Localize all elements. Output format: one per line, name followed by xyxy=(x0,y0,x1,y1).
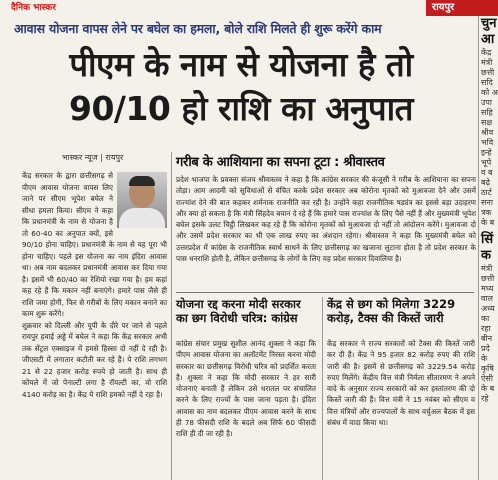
adjacent-text-line: वाल xyxy=(481,294,493,303)
column-divider xyxy=(171,152,172,480)
adjacent-text-line: छत्ती xyxy=(481,68,495,77)
adjacent-text-line: त्रक xyxy=(481,208,492,217)
adjacent-text-line: बढ़े xyxy=(481,178,491,187)
lead-paragraph: केंद्र सरकार के द्वारा छत्तीसगढ़ से पीएम आवास योजना वापस लिए जाने पर सीएम भूपेश बघेल ने सीधा हमला किया। सीएम ने कहा कि प्रधानमंत्री के नाम से योजना है तो 60-40 का अनुपात क्यों, इसे 90/10 होना चाहिए। प्रधानमंत्री के नाम से यह पूरा भी होना चाहिए। पहले इस योजना का नाम इंदिरा आवास था। अब नाम बदलकर प्रधानमंत्री आवास कर दिया गया है। इसमें भी 60/40 का रेशियो रखा गया है। हम कहां कह रहे हैं कि मकान नहीं बनाएंगे। हमारे पास जैसे ही राशि जमा होगी, फिर से गरीबों के लिए मकान बनाने का काम शुरू करेंगे। xyxy=(22,171,167,318)
adjacent-heading-3: सिं xyxy=(481,232,494,247)
bottom-column-divider xyxy=(322,297,323,480)
adjacent-text-line: सदि xyxy=(481,78,493,87)
adjacent-heading-4: क xyxy=(481,248,491,263)
adjacent-text-line: मंत्री xyxy=(481,58,493,67)
masthead xyxy=(0,0,498,16)
adjacent-text-line: इन्हे xyxy=(481,148,492,157)
adjacent-text-line: भूपे xyxy=(481,158,492,167)
adjacent-text-line: के ब xyxy=(481,218,495,227)
congress-story-text: कांग्रेस संचार प्रमुख सुशील आनंद शुक्ला ने कहा कि पीएम आवास योजना का अलॉटमेंट निरस्त करना मोदी सरकार का छत्तीसगढ़ विरोधी चरित्र को प्रदर्शित करता है। शुक्ला ने कहा कि मोदी सरकार ने हर सारी योजनाएं बनाती हैं लेकिन उसे धरातल पर संचालित करने के लिए राज्यों के पास जाना पड़ता है। इंदिरा आवास का नाम बदलकर पीएम आवास करने के साथ ही 78 फीसदी राशि के बदले अब सिर्फ 60 फीसदी राशि ही दी जा रही है। xyxy=(176,339,316,439)
adjacent-text-line: बीन xyxy=(481,334,493,343)
adjacent-text-line: मंत्री xyxy=(481,264,493,273)
adjacent-text-line: कृषि xyxy=(481,364,494,373)
adjacent-text-line: ठार्ट xyxy=(481,188,492,197)
adjacent-text-line: के xyxy=(481,354,488,363)
adjacent-text-line: उपा xyxy=(481,98,492,107)
adjacent-text-line: रहे xyxy=(481,394,489,403)
adjacent-text-line: मध्य xyxy=(481,284,494,293)
tax-story-heading: केंद्र से छग को मिलेगा 3229 करोड़, टैक्स की किस्तें जारी xyxy=(327,297,456,325)
edition-label: रायपुर xyxy=(426,0,498,16)
adjacent-text-line: के ब xyxy=(481,384,495,393)
adjacent-text-line: सना xyxy=(481,198,493,207)
adjacent-text-line: अध्य xyxy=(481,304,495,313)
adjacent-text-line: प्रदे xyxy=(481,344,490,353)
adjacent-column-cutoff xyxy=(478,16,498,480)
adjacent-heading-2: आ xyxy=(481,32,495,47)
headline-kicker: आवास योजना वापस लेने पर बघेल का हमला, बोले राशि मिलते ही शुरू करेंगे काम xyxy=(14,21,382,36)
tax-story-text: केंद्र सरकार ने राज्य सरकारों को टैक्स की किस्तें जारी कर दी हैं। केंद्र ने 95 हजार 82 करोड़ रुपए की राशि जारी की है। इसमें से छत्तीसगढ़ को 3229.54 करोड़ रुपए मिलेंगे। केंद्रीय वित्त मंत्री निर्मला सीतारमण ने अपने वादे के अनुसार राज्य सरकारों को कर हस्तांतरण की दो किस्तें जारी की हैं। वित्त मंत्री ने 15 नवंबर को सीएम व वित्त मंत्रियों और राज्यपालों के साथ वर्चुअल बैठक में इस संबंध में वादा किया था। xyxy=(327,339,475,428)
lead-paragraph-2: शुक्रवार को दिल्ली और यूपी के दौरे पर जाने से पहले रायपुर हवाई अड्डे में बघेल ने कहा कि केंद्र सरकार अभी तक सेंट्रल एक्साइज में हमसे हिस्सा दो नहीं दे रही है। जीएसटी में लगातार कटौती कर रहे हैं। ये राशि लगभग 21 से 22 हजार करोड़ रुपये हो जाती है। साथ ही कोयले में जो पेनाल्टी लगा है रॉयल्टी का, वो राशि 4140 करोड़ का है। केंद्र ये राशि हमको नहीं दे रहा है। xyxy=(22,320,167,399)
adjacent-text-line: को अ xyxy=(481,88,498,97)
horizontal-rule xyxy=(176,292,474,293)
congress-story-heading: योजना रद्द करना मोदी सरकार का छग विरोधी चरित्र: कांग्रेस xyxy=(176,297,301,325)
adjacent-text-line: सहि xyxy=(481,108,493,117)
lead-story-column xyxy=(22,170,167,400)
adjacent-text-line: छत्ती xyxy=(481,274,495,283)
adjacent-text-line: का xyxy=(481,314,490,323)
adjacent-text-line: ऐसी xyxy=(481,374,493,383)
adjacent-text-line: भवि xyxy=(481,138,494,147)
byline: भास्कर न्यूज | रायपुर xyxy=(62,153,124,162)
adjacent-text-line: सक्ष xyxy=(481,118,493,127)
politician-photo xyxy=(117,172,167,228)
headline-line-2: 90/10 हो राशि का अनुपात xyxy=(69,89,413,128)
headline-line-1: पीएम के नाम से योजना है तो xyxy=(69,45,413,84)
adjacent-text-line: श्रीव xyxy=(481,128,494,137)
adjacent-text-line: केंद्र xyxy=(481,48,492,57)
brand-logo: दैनिक भास्कर xyxy=(11,3,56,13)
adjacent-heading-1: चुन xyxy=(481,16,497,31)
sub-story-text: प्रदेश भाजपा के प्रवक्ता संजय श्रीवास्तव ने कहा है कि कांग्रेस सरकार की कंजूसी ने गरीब के आशियाना का सपना तोड़ा। आम आदमी को सुविधाओं से वंचित करके प्रदेश सरकार अब कोरोना मृतकों को मुआवजा देने और उसमें राज्यांश देने की बात कहकर शर्मनाक राजनीति कर रही है। उन्होंने कहा राजनीतिक षड्यंत्र का इससे बड़ा उदाहरण और क्या हो सकता है कि मंत्री सिंहदेव बयान दे रहे हैं कि हमारे पास राज्यांश के लिए पैसे नहीं हैं और मुख्यमंत्री भूपेश बघेल इसके उलट चिट्ठी लिखकर कह रहे हैं कि कोरोना मृतकों को मुआवजा दो नहीं तो आंदोलन करेंगे। मुआवजा दो और उसमें प्रदेश सरकार का भी एक लाख रुपए का अंशदान रहेगा। श्रीवास्तव ने कहा कि मुख्यमंत्री बघेल को उत्तरप्रदेश में कांग्रेस के राजनीतिक स्वार्थ साधने के लिए छत्तीसगढ़ का खजाना लुटाना होता है तो प्रदेश सरकार के पास धनराशि होती है, लेकिन छत्तीसगढ़ के लोगों के लिए यह प्रदेश सरकार दिवालिया है। xyxy=(176,175,476,264)
sub-story-heading: गरीब के आशियाना का सपना टूटा : श्रीवास्तव xyxy=(176,155,385,170)
adjacent-text-line: रहा xyxy=(481,324,491,333)
main-headline xyxy=(10,43,472,131)
adjacent-text-line: व ब xyxy=(481,168,493,177)
